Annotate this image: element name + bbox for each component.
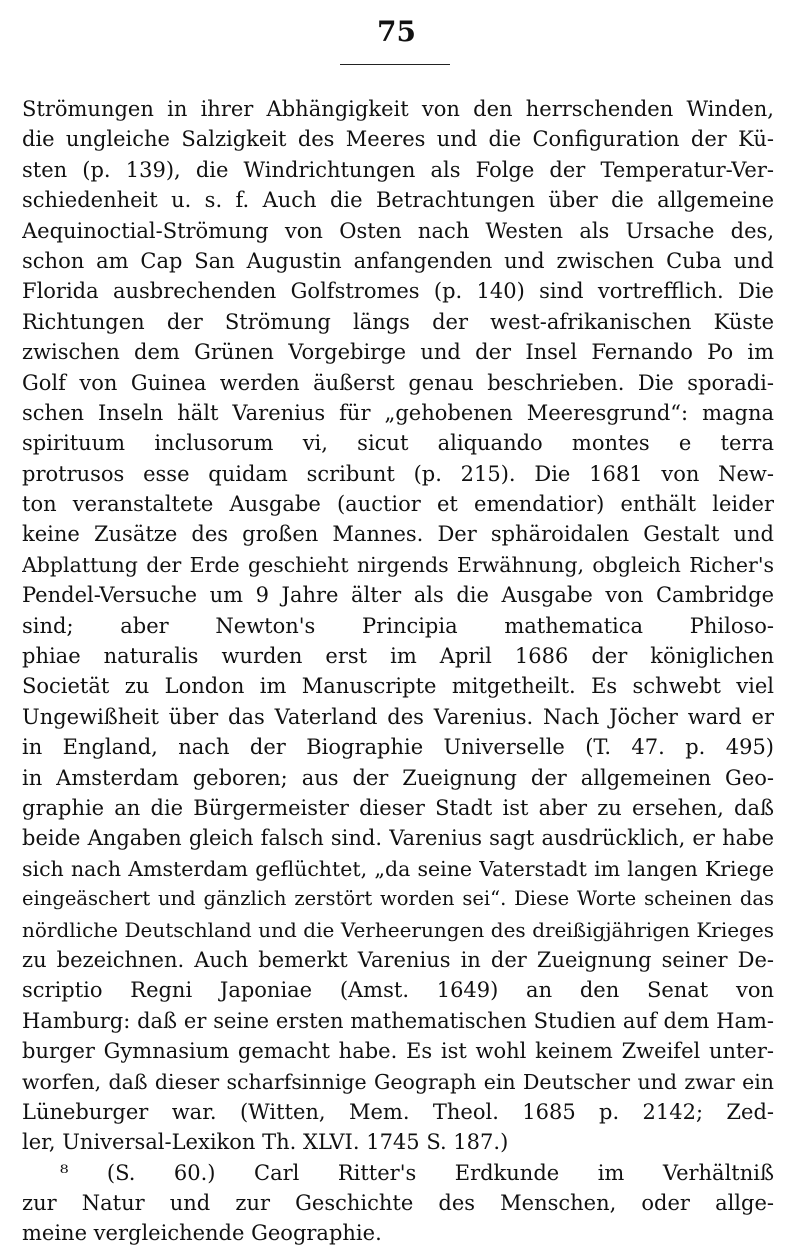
text-line: graphie an die Bürgermeister dieser Stadt ist aber zu ersehen, daß [22, 795, 774, 820]
text-line: Florida ausbrechenden Golfstromes (p. 140) sind vortrefflich. Die [22, 279, 774, 304]
text-line: ler, Universal-Lexikon Th. XLVI. 1745 S. 187.) [22, 1130, 509, 1155]
text-line: Richtungen der Strömung längs der west-afrikanischen Küste [22, 309, 774, 334]
text-line: Ungewißheit über das Vaterland des Varenius. Nach Jöcher ward er [22, 704, 774, 729]
text-line: schiedenheit u. s. f. Auch die Betrachtungen über die allgemeine [22, 188, 774, 213]
text-line: burger Gymnasium gemacht habe. Es ist wohl keinem Zweifel unter- [22, 1039, 774, 1064]
text-line: phiae naturalis wurden erst im April 1686 der königlichen [22, 644, 774, 669]
text-line: Hamburg: daß er seine ersten mathematischen Studien auf dem Ham- [22, 1008, 774, 1033]
text-line: Lüneburger war. (Witten, Mem. Theol. 1685 p. 2142; Zed- [22, 1099, 774, 1124]
body-text [22, 94, 774, 1249]
text-line: zwischen dem Grünen Vorgebirge und der Insel Fernando Po im [22, 340, 774, 365]
text-line: Societät zu London im Manuscripte mitgetheilt. Es schwebt viel [22, 674, 774, 699]
text-line: sten (p. 139), die Windrichtungen als Folge der Temperatur-Ver- [22, 157, 774, 182]
text-line: sind; aber Newton's Principia mathematica Philoso- [22, 613, 774, 638]
text-line: zu bezeichnen. Auch bemerkt Varenius in der Zueignung seiner De- [22, 947, 774, 972]
text-line: Pendel-Versuche um 9 Jahre älter als die Ausgabe von Cambridge [22, 583, 774, 608]
text-line: ton veranstaltete Ausgabe (auctior et emendatior) enthält leider [22, 492, 774, 517]
text-line: Abplattung der Erde geschieht nirgends Erwähnung, obgleich Richer's [22, 552, 774, 577]
text-line: eingeäschert und gänzlich zerstört worden sei“. Diese Worte scheinen das [22, 887, 774, 911]
page-number: 75 [377, 15, 416, 48]
text-line: in England, nach der Biographie Universelle (T. 47. p. 495) [22, 735, 774, 760]
header-rule [340, 64, 450, 65]
text-line: schen Inseln hält Varenius für „gehobenen Meeresgrund“: magna [22, 400, 774, 425]
text-line: Aequinoctial-Strömung von Osten nach Westen als Ursache des, [22, 218, 774, 243]
text-line: schon am Cap San Augustin anfangenden und zwischen Cuba und [22, 248, 774, 273]
text-line: protrusos esse quidam scribunt (p. 215). Die 1681 von New- [22, 461, 774, 486]
text-line: spirituum inclusorum vi, sicut aliquando montes e terra [22, 431, 774, 456]
text-line: nördliche Deutschland und die Verheerungen des dreißigjährigen Krieges [22, 917, 774, 942]
footnote-line: zur Natur und zur Geschichte des Menschen, oder allge- [22, 1191, 774, 1216]
footnote-line: meine vergleichende Geographie. [22, 1221, 382, 1246]
text-line: scriptio Regni Japoniae (Amst. 1649) an den Senat von [22, 978, 774, 1003]
text-line: worfen, daß dieser scharfsinnige Geograph ein Deutscher und zwar ein [22, 1069, 774, 1094]
text-line: Golf von Guinea werden äußerst genau beschrieben. Die sporadi- [22, 370, 774, 395]
text-line: beide Angaben gleich falsch sind. Varenius sagt ausdrücklich, er habe [22, 826, 774, 851]
text-line: keine Zusätze des großen Mannes. Der sphäroidalen Gestalt und [22, 522, 774, 547]
text-line: Strömungen in ihrer Abhängigkeit von den herrschenden Winden, [22, 97, 774, 121]
text-line: die ungleiche Salzigkeit des Meeres und die Configuration der Kü- [22, 127, 774, 152]
text-line: sich nach Amsterdam geflüchtet, „da seine Vaterstadt im langen Kriege [22, 856, 774, 881]
footnote-line: ⁸ (S. 60.) Carl Ritter's Erdkunde im Verhältniß [60, 1160, 774, 1185]
text-line: in Amsterdam geboren; aus der Zueignung der allgemeinen Geo- [22, 765, 774, 790]
